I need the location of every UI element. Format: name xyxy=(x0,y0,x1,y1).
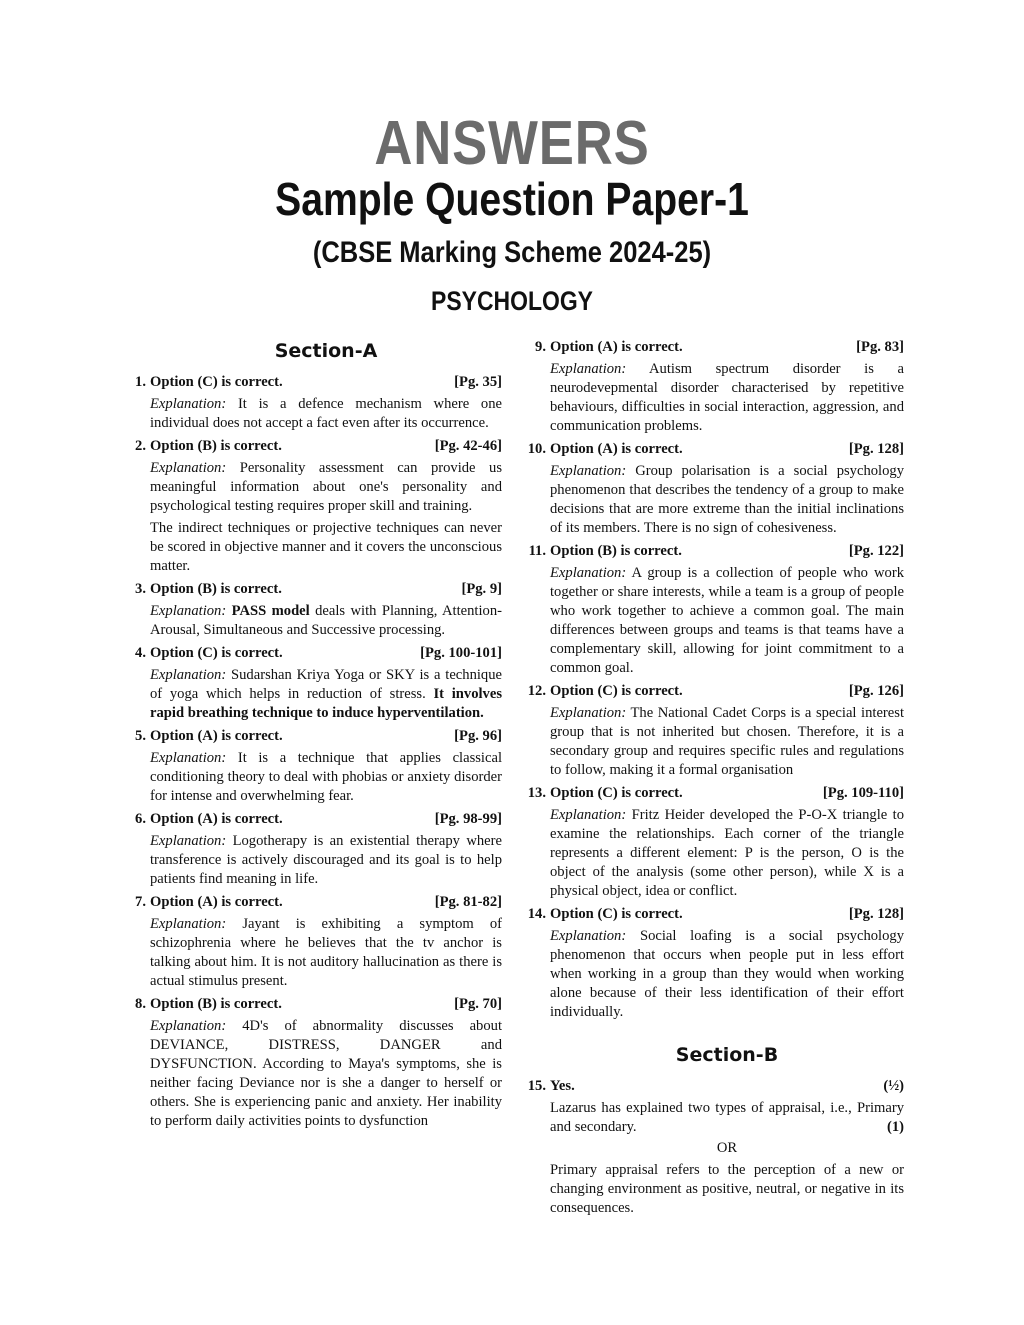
answer-item xyxy=(120,995,502,1131)
explanation-label: Explanation: xyxy=(550,565,627,581)
or-separator: OR xyxy=(716,1140,738,1156)
explanation-label: Explanation: xyxy=(150,603,227,619)
question-number: 14. xyxy=(527,906,546,922)
explanation-label: Explanation: xyxy=(150,460,227,476)
question-number: 4. xyxy=(135,645,146,661)
answer-item xyxy=(520,542,904,678)
explanation-label: Explanation: xyxy=(150,833,227,849)
option-text: Option (A) is correct. xyxy=(150,811,283,827)
explanation-text: A group is a collection of people who work together or share interests, while a team is a group of people who work together to achieve a common goal. The main differences between groups and teams is that teams have a complementary skill, allowing for joint commitment to a common goal. xyxy=(550,565,905,676)
page-ref: [Pg. 70] xyxy=(454,996,502,1012)
question-number: 2. xyxy=(135,438,146,454)
explanation-text: Group polarisation is a social psychology phenomenon that describes the tendency of a group to make decisions that are more extreme than the initial inclinations of its members. There is no sign of cohesiveness. xyxy=(550,463,904,536)
paper-title: Sample Question Paper-1 xyxy=(275,173,749,225)
page-ref: [Pg. 128] xyxy=(848,441,904,457)
page-ref: [Pg. 122] xyxy=(848,543,904,559)
answer-paragraph: Primary appraisal refers to the perception of a new or changing environment as positive, neutral, or negative in its consequences. xyxy=(550,1162,904,1216)
explanation-label: Explanation: xyxy=(150,667,227,683)
scheme-subtitle: (CBSE Marking Scheme 2024-25) xyxy=(312,236,712,269)
explanation-text: It is a defence mechanism where one individual does not accept a fact even after its occurrence. xyxy=(150,396,502,431)
explanation-text: Jayant is exhibiting a symptom of schizophrenia where he believes that the tv anchor is talking about him. It is not auditory hallucination as there is actual stimulus present. xyxy=(150,916,502,989)
explanation-label: Explanation: xyxy=(550,705,627,721)
option-text: Option (C) is correct. xyxy=(550,683,683,699)
explanation-text: Personality assessment can provide us meaningful information about one's personality and psychological testing requires proper skill and training. xyxy=(150,460,502,514)
page-ref: [Pg. 126] xyxy=(848,683,904,699)
option-text: Option (C) is correct. xyxy=(150,374,283,390)
explanation-text: deals with Planning, Attention-Arousal, Simultaneous and Successive processing. xyxy=(150,603,502,638)
option-text: Option (A) is correct. xyxy=(150,894,283,910)
page-ref: [Pg. 81-82] xyxy=(434,894,502,910)
section-b-heading: Section-B xyxy=(675,1044,779,1066)
answer-item xyxy=(120,580,502,640)
option-text: Option (B) is correct. xyxy=(550,543,682,559)
section-a-heading: Section-A xyxy=(274,340,378,362)
option-text: Option (A) is correct. xyxy=(550,441,683,457)
page-ref: [Pg. 128] xyxy=(848,906,904,922)
answer-item xyxy=(120,893,502,991)
question-number: 5. xyxy=(135,728,146,744)
question-number: 8. xyxy=(135,996,146,1012)
left-column xyxy=(120,338,502,1135)
answer-item xyxy=(520,784,904,901)
answer-line: Lazarus has explained two types of appraisal, i.e., Primary and secondary. xyxy=(550,1100,904,1135)
page-ref: [Pg. 42-46] xyxy=(434,438,502,454)
answer-item xyxy=(120,810,502,889)
option-text: Option (B) is correct. xyxy=(150,996,282,1012)
option-text: Option (B) is correct. xyxy=(150,438,282,454)
answer-item xyxy=(120,373,502,433)
subject-heading: PSYCHOLOGY xyxy=(431,286,593,316)
answer-text: Yes. xyxy=(550,1078,575,1094)
explanation-text: Sudarshan Kriya Yoga or SKY is a technique of yoga which helps in reduction of stress. xyxy=(150,667,503,702)
page-ref: [Pg. 109-110] xyxy=(822,785,904,801)
explanation-label: Explanation: xyxy=(550,361,627,377)
bold-term: PASS model xyxy=(231,603,310,619)
explanation-text: 4D's of abnormality discusses about DEVIANCE, DISTRESS, DANGER and DYSFUNCTION. According to Maya's symptoms, she is neither facing Deviance nor is she a danger to herself or others. She is experiencing panic and anxiety. Her inability to perform daily activities points to dysfunction xyxy=(150,1018,502,1129)
question-number: 11. xyxy=(528,543,546,559)
explanation-text: Social loafing is a social psychology phenomenon that occurs when people put in less effort when working in a group than they would when working alone because of their less identification of their effort individually. xyxy=(550,928,904,1020)
question-number: 10. xyxy=(527,441,546,457)
option-text: Option (C) is correct. xyxy=(550,906,683,922)
explanation-text: It is a technique that applies classical conditioning theory to deal with phobias or anxiety disorder for intense and overwhelming fear. xyxy=(150,750,502,804)
question-number: 7. xyxy=(135,894,146,910)
answers-title: ANSWERS xyxy=(374,109,650,178)
mark-value: (½) xyxy=(883,1078,904,1094)
page-ref: [Pg. 83] xyxy=(856,339,904,355)
explanation-label: Explanation: xyxy=(150,396,227,412)
question-number: 3. xyxy=(135,581,146,597)
option-text: Option (C) is correct. xyxy=(550,785,683,801)
question-number: 6. xyxy=(135,811,146,827)
question-number: 13. xyxy=(527,785,546,801)
option-text: Option (C) is correct. xyxy=(150,645,283,661)
answer-item xyxy=(520,338,904,436)
explanation-label: Explanation: xyxy=(550,807,627,823)
answer-item xyxy=(120,727,502,806)
option-text: Option (B) is correct. xyxy=(150,581,282,597)
explanation-paragraph: The indirect techniques or projective techniques can never be scored in objective manner and it covers the unconscious matter. xyxy=(150,520,502,574)
question-number: 15. xyxy=(527,1078,546,1094)
question-number: 12. xyxy=(527,683,546,699)
answer-item xyxy=(520,440,904,538)
explanation-label: Explanation: xyxy=(150,916,227,932)
answer-item xyxy=(520,682,904,780)
answer-item xyxy=(520,905,904,1022)
answer-item xyxy=(120,644,502,723)
explanation-label: Explanation: xyxy=(150,750,227,766)
answer-item xyxy=(120,437,502,576)
explanation-text: Logotherapy is an existential therapy where transference is actively discouraged and its goal is to help patients find meaning in life. xyxy=(150,833,502,887)
question-number: 1. xyxy=(135,374,146,390)
page-ref: [Pg. 9] xyxy=(461,581,502,597)
option-text: Option (A) is correct. xyxy=(150,728,283,744)
answer-item xyxy=(520,1077,904,1218)
explanation-label: Explanation: xyxy=(550,463,627,479)
explanation-text: Fritz Heider developed the P-O-X triangle to examine the relationships. Each corner of the triangle represents a different element: P is the person, O is the object of the analysis (some other person), while X is a physical object, idea or conflict. xyxy=(550,807,905,899)
explanation-text: Autism spectrum disorder is a neurodevepmental disorder characterised by repetitive behaviours, difficulties in social interaction, aggression, and communication problems. xyxy=(550,361,904,434)
explanation-text: The National Cadet Corps is a special interest group that is not inherited but chosen. Therefore, it is a secondary group and requires specific rules and regulations to follow, making it a formal organisation xyxy=(550,705,904,778)
option-text: Option (A) is correct. xyxy=(550,339,683,355)
page-ref: [Pg. 100-101] xyxy=(420,645,502,661)
page-ref: [Pg. 98-99] xyxy=(434,811,502,827)
explanation-label: Explanation: xyxy=(550,928,627,944)
question-number: 9. xyxy=(535,339,546,355)
right-column xyxy=(520,338,904,1222)
bold-statement: It involves rapid breathing technique to induce hyperventilation. xyxy=(150,686,503,721)
page-ref: [Pg. 96] xyxy=(454,728,502,744)
mark-value: (1) xyxy=(886,1119,904,1135)
page-ref: [Pg. 35] xyxy=(454,374,502,390)
explanation-label: Explanation: xyxy=(150,1018,227,1034)
